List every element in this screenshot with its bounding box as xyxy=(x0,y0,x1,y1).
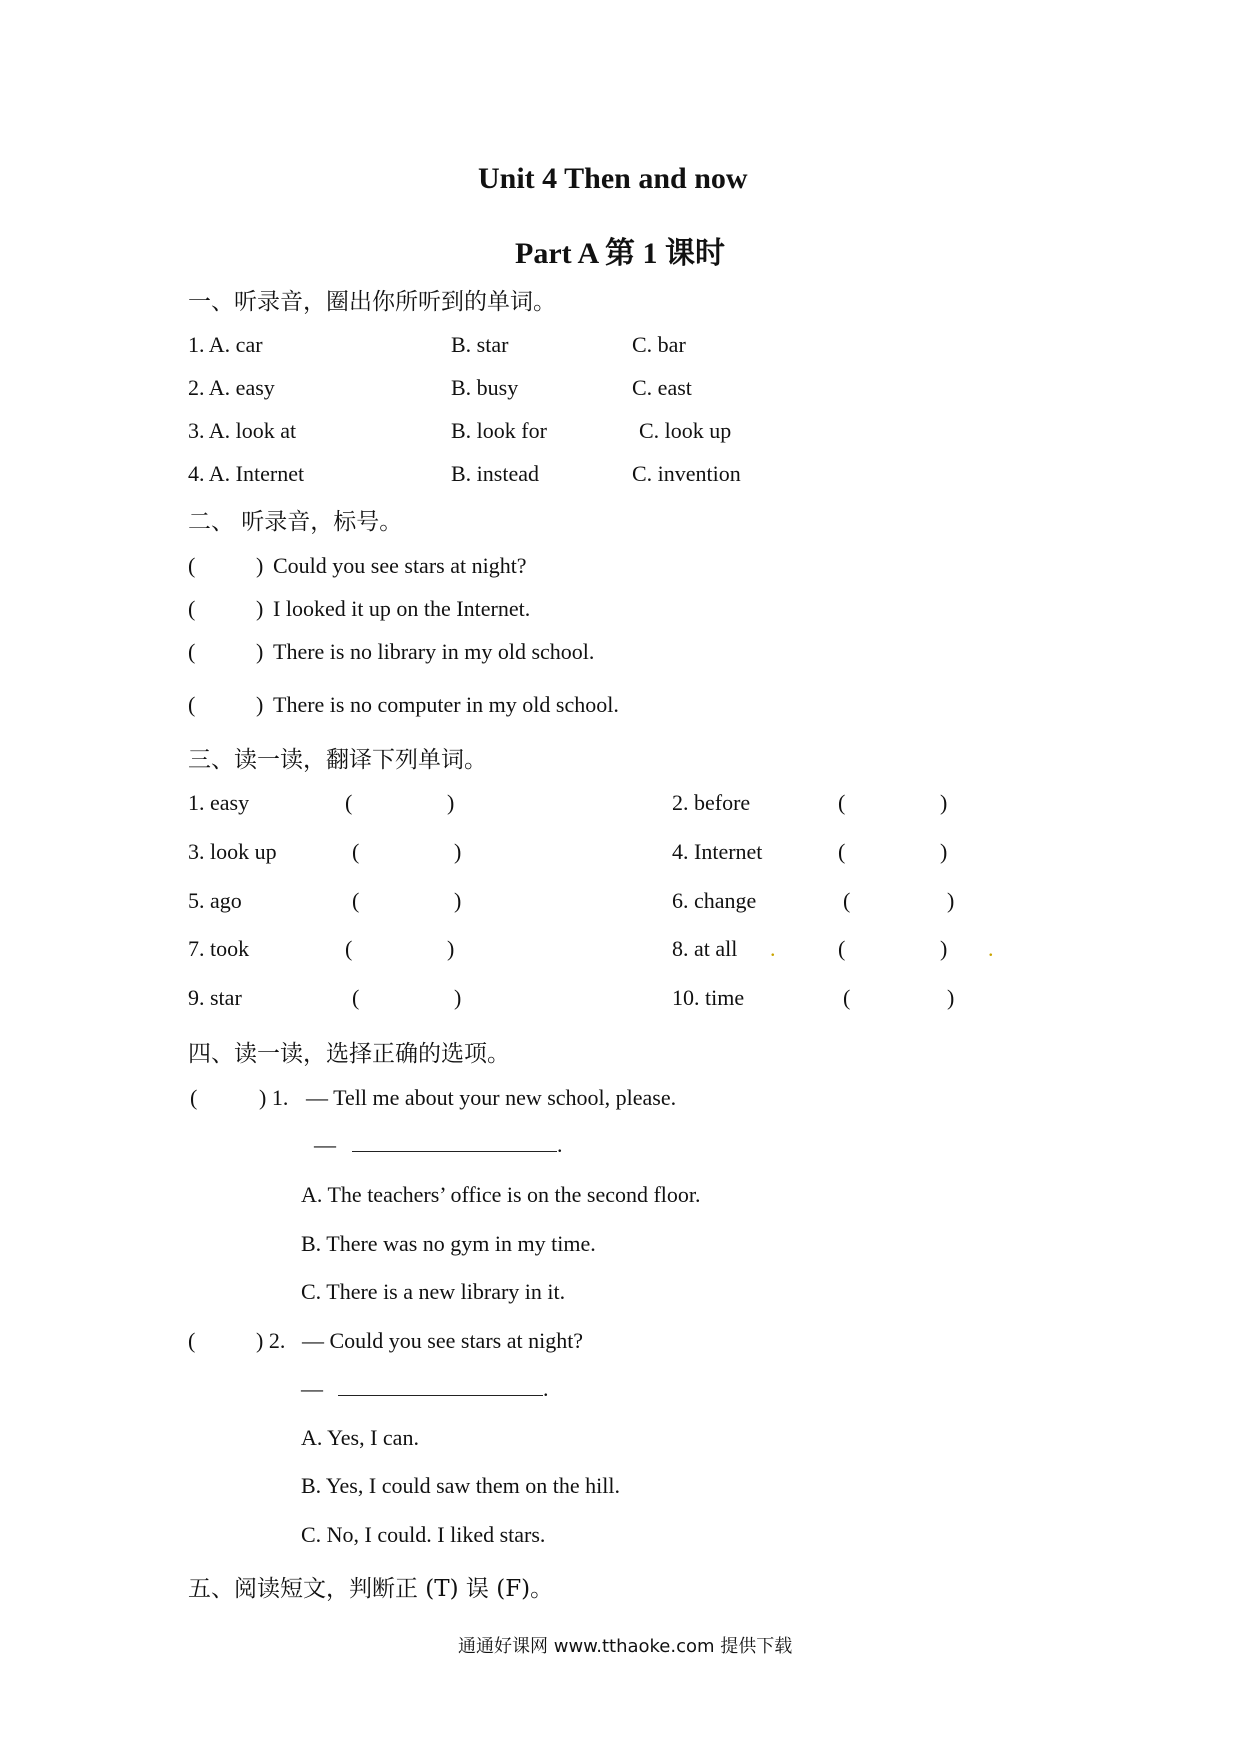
s3-left-5-open: ( xyxy=(352,985,360,1010)
s2-open-paren-4: ( xyxy=(188,692,196,717)
s4-q2-answer-dash: — xyxy=(301,1376,323,1401)
s4-q1-answer-blank: . xyxy=(352,1132,563,1158)
section-4-heading: 四、读一读，选择正确的选项。 xyxy=(188,1041,510,1067)
s1-row2-c: C. east xyxy=(632,375,692,400)
s3-right-2-open: ( xyxy=(838,839,846,864)
s1-row1-a: 1. A. car xyxy=(188,332,263,357)
footer-source: 通通好课网 www.tthaoke.com 提供下载 xyxy=(458,1636,793,1657)
s1-row4-a: 4. A. Internet xyxy=(188,461,305,486)
s3-left-3: 5. ago xyxy=(188,888,242,913)
s4-q2-number: ) 2. xyxy=(256,1328,286,1353)
s3-right-2: 4. Internet xyxy=(672,839,763,864)
s3-right-5-open: ( xyxy=(843,985,851,1010)
s1-row2-b: B. busy xyxy=(451,375,519,400)
s3-left-5-close: ) xyxy=(454,985,462,1010)
s4-q1-question: — Tell me about your new school, please. xyxy=(306,1085,677,1110)
yellow-dot-mark: . xyxy=(988,936,994,961)
s4-q2-option-b: B. Yes, I could saw them on the hill. xyxy=(301,1473,620,1498)
s4-q1-option-c: C. There is a new library in it. xyxy=(301,1279,566,1304)
s2-open-paren-3: ( xyxy=(188,639,196,664)
s3-left-5: 9. star xyxy=(188,985,242,1010)
s3-right-4: 8. at all xyxy=(672,936,738,961)
s3-left-3-open: ( xyxy=(352,888,360,913)
s1-row4-c: C. invention xyxy=(632,461,741,486)
s1-row3-c: C. look up xyxy=(639,418,732,443)
s3-left-2-open: ( xyxy=(352,839,360,864)
s4-q2-question: — Could you see stars at night? xyxy=(302,1328,584,1353)
s3-right-3-close: ) xyxy=(947,888,955,913)
s2-item-3: There is no library in my old school. xyxy=(273,639,595,664)
s4-q1-number: ) 1. xyxy=(259,1085,289,1110)
s3-right-3-open: ( xyxy=(843,888,851,913)
s1-row1-b: B. star xyxy=(451,332,509,357)
s3-right-4-close: ) xyxy=(940,936,948,961)
s2-close-paren-4: ) xyxy=(256,692,264,717)
s3-left-3-close: ) xyxy=(454,888,462,913)
s4-q2-option-a: A. Yes, I can. xyxy=(301,1425,419,1450)
yellow-dot-mark: . xyxy=(770,936,776,961)
s4-q1-answer-dash: — xyxy=(314,1132,336,1157)
s3-left-1: 1. easy xyxy=(188,790,250,815)
s1-row4-b: B. instead xyxy=(451,461,539,486)
s3-left-1-open: ( xyxy=(345,790,353,815)
s1-row1-c: C. bar xyxy=(632,332,686,357)
s3-left-4-open: ( xyxy=(345,936,353,961)
s3-left-2: 3. look up xyxy=(188,839,277,864)
s3-right-1-close: ) xyxy=(940,790,948,815)
s2-close-paren-3: ) xyxy=(256,639,264,664)
s3-right-3: 6. change xyxy=(672,888,757,913)
s3-right-2-close: ) xyxy=(940,839,948,864)
s4-q1-option-a: A. The teachers’ office is on the second floor. xyxy=(301,1182,701,1207)
s2-close-paren-1: ) xyxy=(256,553,264,578)
s2-item-4: There is no computer in my old school. xyxy=(273,692,619,717)
s4-q2-open-paren: ( xyxy=(188,1328,196,1353)
s2-open-paren-1: ( xyxy=(188,553,196,578)
s2-item-1: Could you see stars at night? xyxy=(273,553,527,578)
section-2-heading: 二、 听录音，标号。 xyxy=(188,509,403,535)
s3-left-4-close: ) xyxy=(447,936,455,961)
s3-left-1-close: ) xyxy=(447,790,455,815)
lesson-subtitle: Part A 第 1 课时 xyxy=(515,237,725,270)
section-1-heading: 一、听录音，圈出你所听到的单词。 xyxy=(188,289,556,315)
s3-right-1-open: ( xyxy=(838,790,846,815)
s2-close-paren-2: ) xyxy=(256,596,264,621)
s3-right-1: 2. before xyxy=(672,790,751,815)
s2-open-paren-2: ( xyxy=(188,596,196,621)
unit-title: Unit 4 Then and now xyxy=(478,162,748,195)
s4-q1-open-paren: ( xyxy=(190,1085,198,1110)
s4-q1-option-b: B. There was no gym in my time. xyxy=(301,1231,596,1256)
s3-left-2-close: ) xyxy=(454,839,462,864)
s4-q2-option-c: C. No, I could. I liked stars. xyxy=(301,1522,546,1547)
section-3-heading: 三、读一读，翻译下列单词。 xyxy=(188,747,487,773)
s1-row3-a: 3. A. look at xyxy=(188,418,297,443)
s3-right-4-open: ( xyxy=(838,936,846,961)
s3-right-5-close: ) xyxy=(947,985,955,1010)
s1-row2-a: 2. A. easy xyxy=(188,375,275,400)
s1-row3-b: B. look for xyxy=(451,418,547,443)
section-5-heading: 五、阅读短文，判断正 (T) 误 (F)。 xyxy=(188,1576,554,1602)
s3-right-5: 10. time xyxy=(672,985,745,1010)
s4-q2-answer-blank: . xyxy=(338,1376,549,1402)
s2-item-2: I looked it up on the Internet. xyxy=(273,596,531,621)
s3-left-4: 7. took xyxy=(188,936,250,961)
